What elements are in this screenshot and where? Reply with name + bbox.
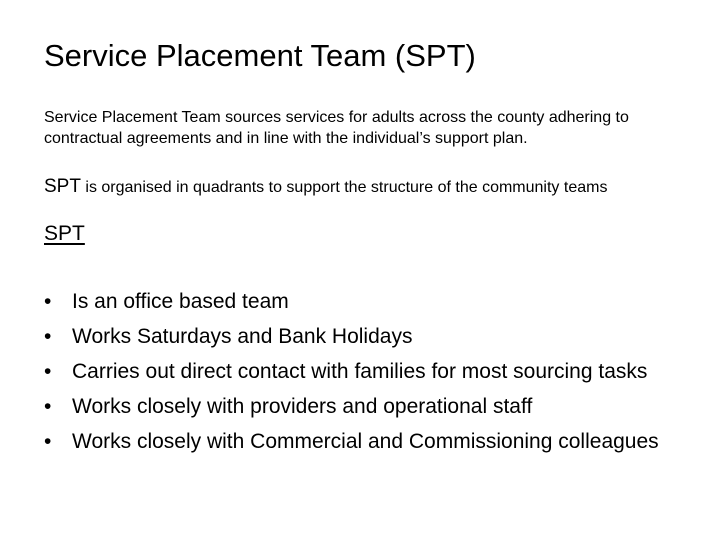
bullet-text: Works closely with providers and operational staff <box>72 395 533 418</box>
bullet-item-direct-contact <box>44 357 684 386</box>
bullet-icon: • <box>44 430 52 453</box>
bullet-icon: • <box>44 290 52 313</box>
slide-title: Service Placement Team (SPT) <box>44 38 476 73</box>
bullet-item-providers <box>44 392 684 421</box>
intro-paragraph: Service Placement Team sources services for adults across the county adhering to contractual agreements and in line with the individual’s support plan. <box>44 109 629 147</box>
bullet-list <box>44 287 684 462</box>
quadrants-paragraph <box>44 175 607 200</box>
bullet-icon: • <box>44 325 52 348</box>
bullet-item-commissioning <box>44 427 684 456</box>
spt-subheading: SPT <box>44 222 85 245</box>
bullet-text: Works Saturdays and Bank Holidays <box>72 325 413 348</box>
bullet-item-saturdays <box>44 322 684 351</box>
quadrants-rest-text: is organised in quadrants to support the structure of the community teams <box>80 179 608 196</box>
bullet-text: Is an office based team <box>72 290 289 313</box>
bullet-text: Carries out direct contact with families for most sourcing tasks <box>72 360 648 383</box>
quadrants-lead-text: SPT <box>44 176 81 197</box>
bullet-icon: • <box>44 360 52 383</box>
bullet-text: Works closely with Commercial and Commissioning colleagues <box>72 430 659 453</box>
bullet-item-office-based <box>44 287 684 316</box>
bullet-icon: • <box>44 395 52 418</box>
